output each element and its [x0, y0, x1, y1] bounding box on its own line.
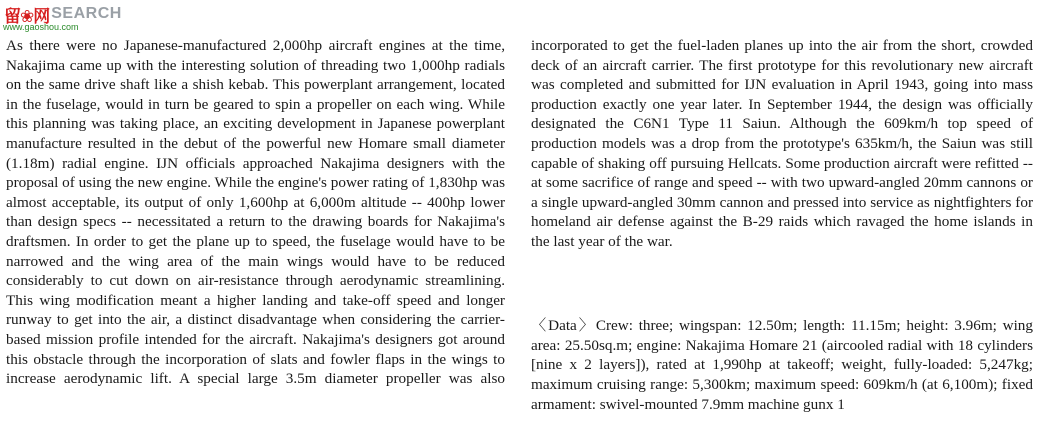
site-watermark: www.gaoshou.com [3, 22, 79, 32]
right-text-column [531, 36, 1033, 252]
left-text-column [6, 36, 505, 389]
specifications-data-block [531, 301, 1033, 429]
data-paragraph: 〈Data〉Crew: three; wingspan: 12.50m; length: 11.15m; height: 3.96m; wing area: 25.50sq.m; engine: Nakajima Homare 21 (aircooled radial with 18 cylinders [nine x 2 layers]), rated at 1,990hp at takeoff; weight, fully-loaded: 5,247kg; maximum cruising range: 5,300km; maximum speed: 609km/h (at 6,100m); fixed armament: swivel-mounted 7.9mm machine gunx 1 [531, 317, 1033, 413]
logo-search-word: SEARCH [51, 5, 122, 22]
right-paragraph: incorporated to get the fuel-laden planes up into the air from the short, crowded deck of an aircraft carrier. The first prototype for this revolutionary new aircraft was completed and submitted for IJN evaluation in April 1943, going into mass production exactly one year later. In September 1944, the design was officially designated the C6N1 Type 11 Saiun. Although the 609km/h top speed of production models was a drop from the prototype's 635km/h, the Saiun was still capable of shaking off pursuing Hellcats. Some production aircraft were refitted -- at some sacrifice of range and speed -- with two upward-angled 20mm cannons or a single upward-angled 30mm cannon and pressed into service as nightfighters for homeland air defense against the B-29 raids which ravaged the home islands in the last year of the war. [531, 37, 1033, 250]
logo-mark: 留❀网 [4, 6, 50, 27]
left-paragraph: As there were no Japanese-manufactured 2,000hp aircraft engines at the time, Nakajima came up with the interesting solution of threading two 1,000hp radials on the same drive shaft like a shish kebab. This powerplant arrangement, located in the fuselage, would in turn be geared to spin a propeller on each wing. While this planning was taking place, an exciting development in Japanese powerplant manufacture resulted in the debut of the powerful new Homare small diameter (1.18m) radial engine. IJN officials approached Nakajima designers with the proposal of using the new engine. While the engine's power rating of 1,830hp was almost acceptable, its output of only 1,600hp at 6,000m altitude -- 400hp lower than design specs -- necessitated a return to the drawing boards for Nakajima's draftsmen. In order to get the plane up to speed, the fuselage would have to be narrowed and the wing area of the main wings would have to be reduced considerably to cut down on air-resistance through aerodynamic streamlining. This wing modification meant a higher landing and take-off speed and longer runway to get into the air, a distinct disadvantage when considering the carrier-based mission profile intended for the aircraft. Nakajima's designers got around this obstacle through the incorporation of slats and fowler flaps in the wings to increase aerodynamic lift. A special large 3.5m diameter propeller was also [6, 37, 505, 388]
